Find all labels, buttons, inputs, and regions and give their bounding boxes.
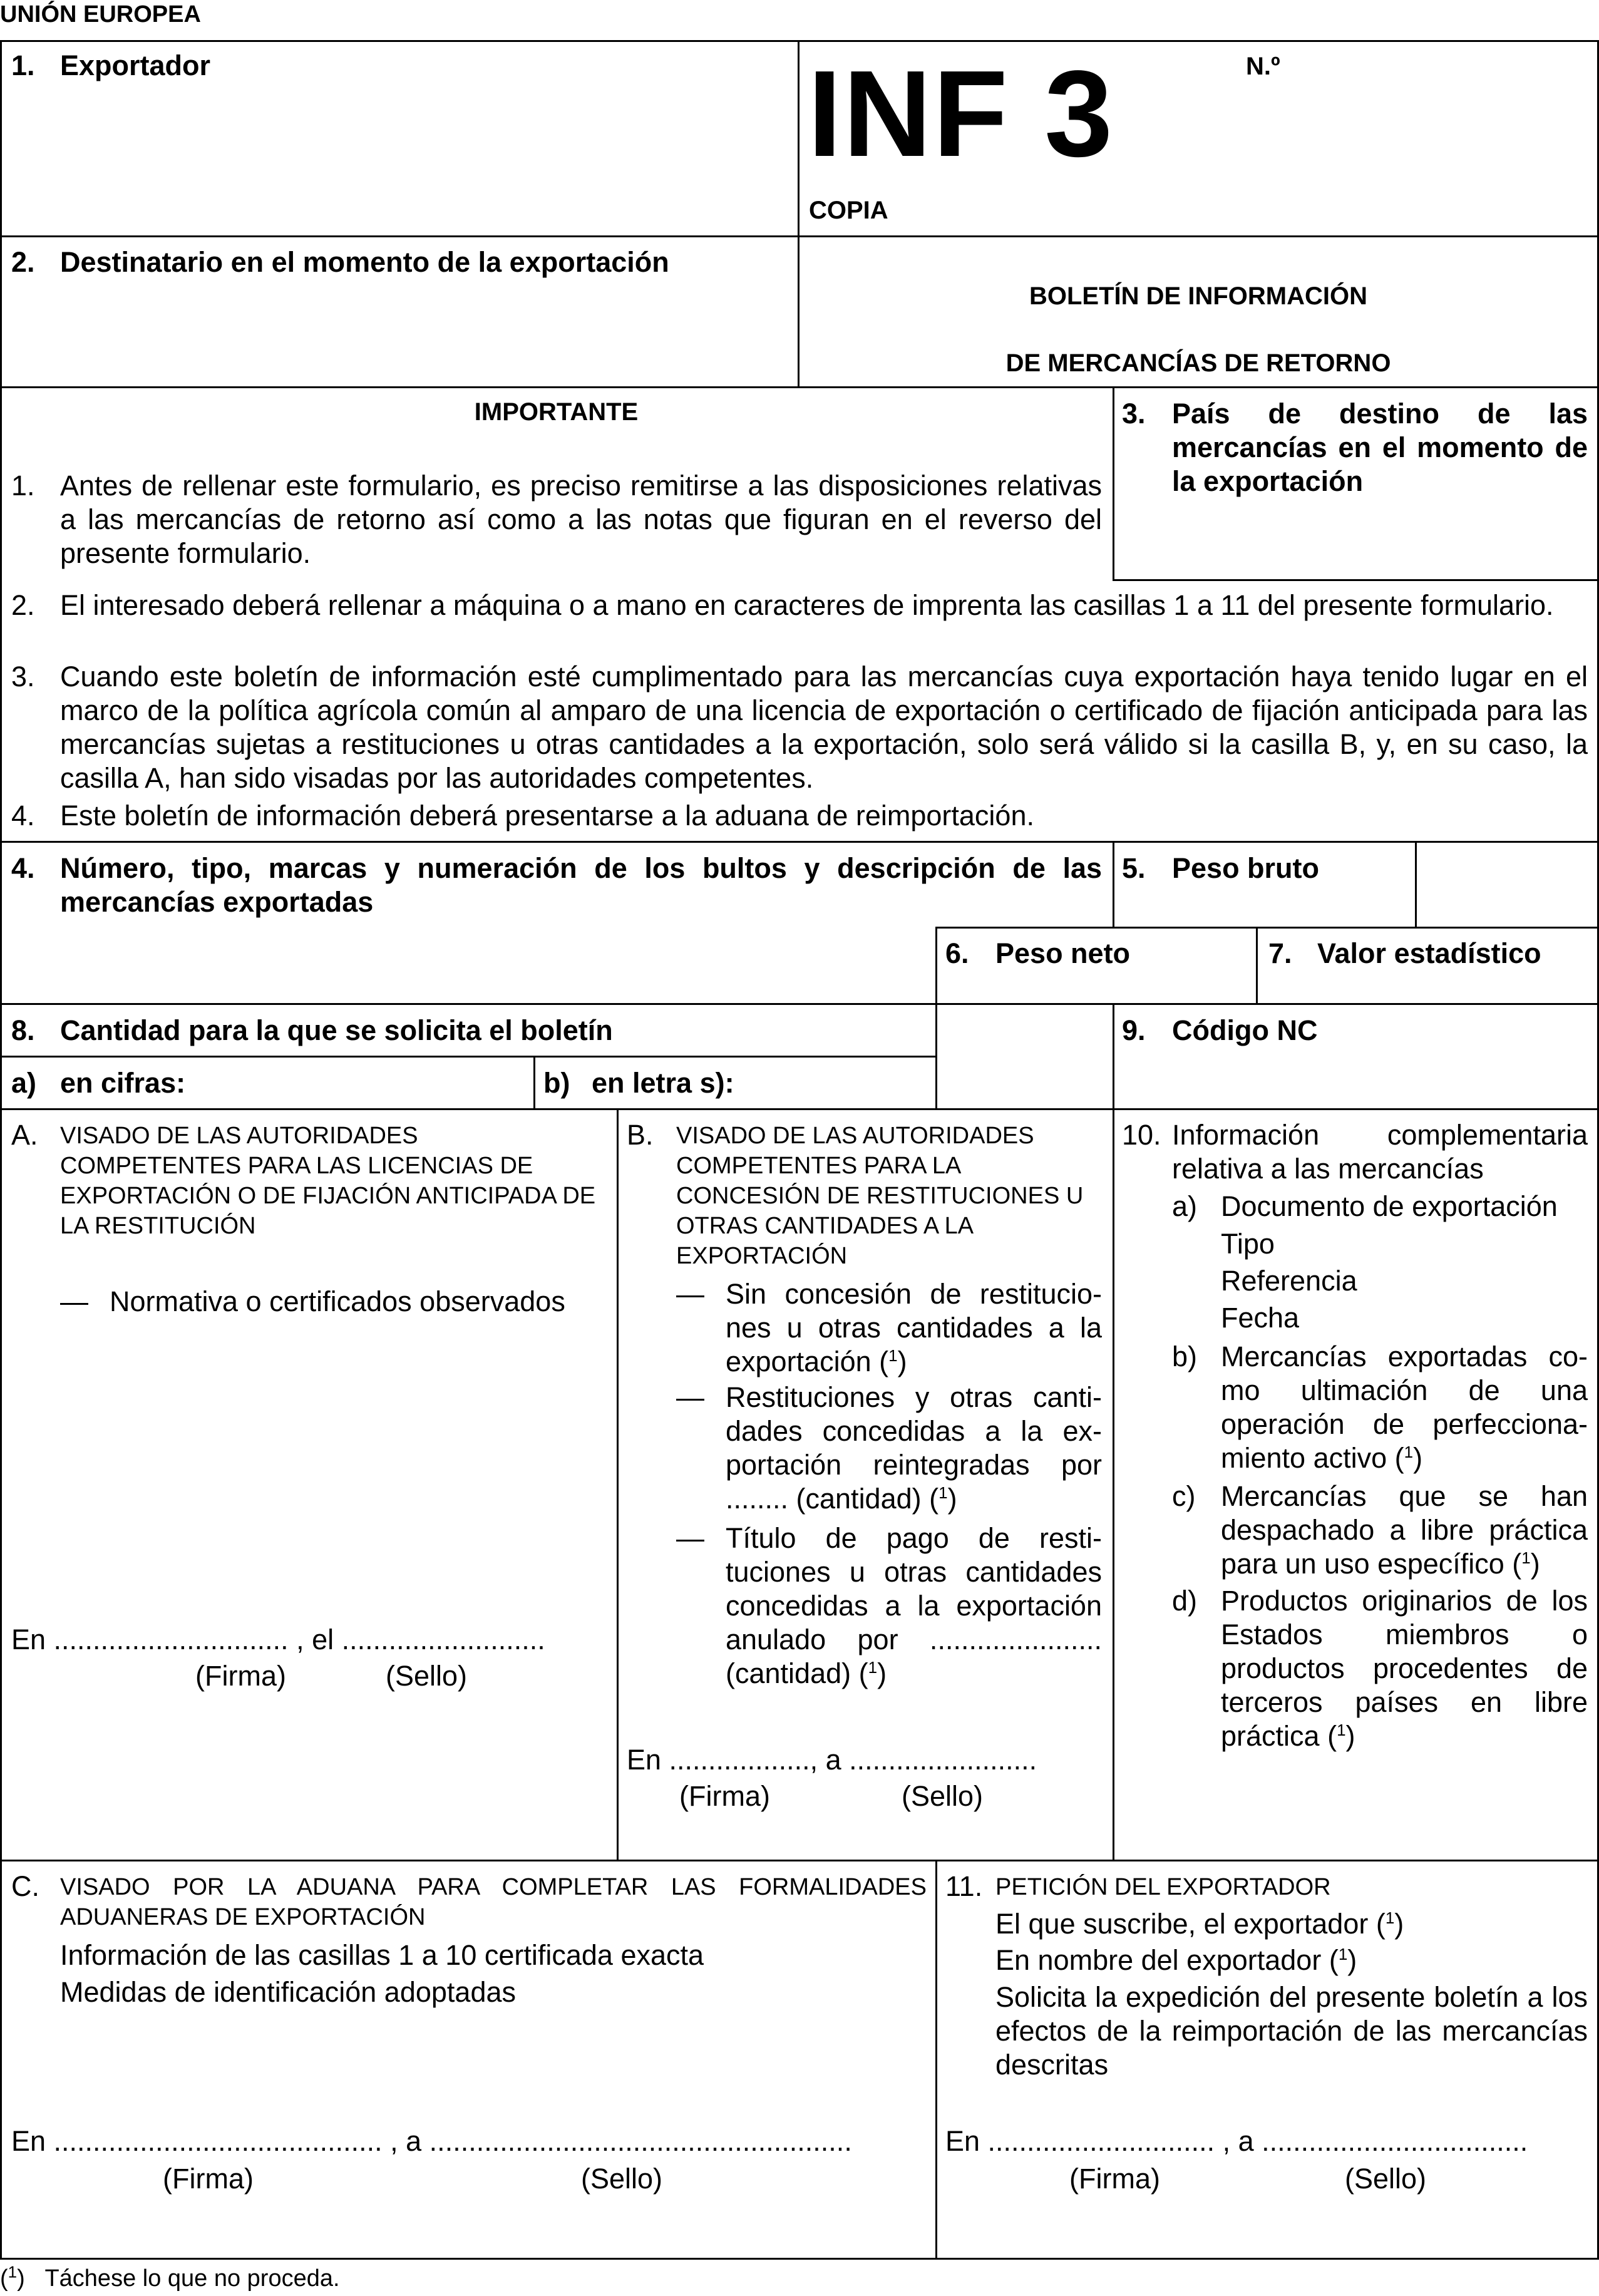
box11-line-2: En nombre del exportador ($^1$) bbox=[995, 1944, 1357, 1976]
box10-d-label: Productos originarios de los Estados miembros o productos procedentes de terceros países en libre práctica ($^1$) bbox=[1221, 1585, 1588, 1752]
box9-number: 9. bbox=[1122, 1014, 1146, 1046]
box10-b-number: b) bbox=[1172, 1341, 1198, 1372]
form-code: INF 3 bbox=[808, 45, 1114, 182]
footnote-mark: 1 bbox=[8, 2262, 18, 2282]
box7-left bbox=[1256, 927, 1258, 1004]
box3-label: País de destino de las mercancías en el momento de la exportación bbox=[1172, 398, 1588, 497]
note-4-text: Este boletín de información deberá presentarse a la aduana de reimportación. bbox=[60, 800, 1034, 831]
boxC-line-1: Información de las casillas 1 a 10 certificada exacta bbox=[60, 1939, 704, 1971]
boxA-right bbox=[617, 1108, 619, 1861]
boxB-dash-3: — bbox=[676, 1522, 704, 1554]
box4-label: Número, tipo, marcas y numeración de los bultos y descripción de las mercancías exportadas bbox=[60, 852, 1102, 918]
boxB-title: VISADO DE LAS AUTORIDADES COMPETENTES PARA LA CONCESIÓN DE RESTITUCIONES U OTRAS CANTIDADES A LA EXPORTACIÓN bbox=[676, 1123, 1084, 1269]
box11-line-3: Solicita la expedición del presente boletín a los efectos de la reimportación de las mercancías descritas bbox=[995, 1981, 1588, 2081]
note-4-number: 4. bbox=[11, 800, 35, 831]
rule-8ab bbox=[0, 1056, 935, 1058]
box6-number: 6. bbox=[945, 937, 969, 969]
bulletin-line1: BOLETÍN DE INFORMACIÓN bbox=[1029, 282, 1367, 310]
important-title: IMPORTANTE bbox=[474, 398, 639, 426]
rule-1 bbox=[0, 235, 1599, 237]
box10-a-fecha: Fecha bbox=[1221, 1302, 1300, 1334]
box11-seal: (Sello) bbox=[1345, 2163, 1427, 2195]
box8-label: Cantidad para la que se solicita el boletín bbox=[60, 1014, 613, 1046]
box11-signature: (Firma) bbox=[1069, 2163, 1160, 2195]
box10-number: 10. bbox=[1122, 1119, 1161, 1151]
boxA-dash: — bbox=[60, 1285, 88, 1317]
box5-left bbox=[1113, 841, 1114, 927]
boxB-letter: B. bbox=[627, 1119, 654, 1151]
box11-line-1: El que suscribe, el exportador ($^1$) bbox=[995, 1908, 1404, 1940]
box11-place-date: En ............................. , a .................................. bbox=[945, 2125, 1528, 2157]
box8-a-label: en cifras: bbox=[60, 1067, 186, 1099]
boxB-seal: (Sello) bbox=[902, 1780, 984, 1812]
note-1-text: Antes de rellenar este formulario, es preciso remitirse a las disposiciones relativas a las mercancías de retorno así como a las notas que figuran en el reverso del presente formulario. bbox=[60, 470, 1102, 569]
note-3-text: Cuando este boletín de información esté cumplimentado para las mercancías cuya exportación haya tenido lugar en el marco de la política agrícola común al amparo de una licencia de exportación o certificado de fijación anticipada para las mercancías sujetas a restituciones u otras cantidades a la exportación, solo será válido si la casilla B, y, en su caso, la casilla A, han sido visadas por las autoridades competentes. bbox=[60, 661, 1588, 794]
note-1-number: 1. bbox=[11, 470, 35, 502]
box5-label: Peso bruto bbox=[1172, 852, 1320, 884]
boxC-signature: (Firma) bbox=[163, 2163, 254, 2195]
boxA-signature: (Firma) bbox=[195, 1660, 286, 1692]
frame-left bbox=[0, 40, 2, 2260]
boxA-place-date: En .............................. , el .......................... bbox=[11, 1624, 545, 1655]
boxB-dash-2: — bbox=[676, 1381, 704, 1413]
box11-number: 11. bbox=[945, 1870, 983, 1902]
boxA-title: VISADO DE LAS AUTORIDADES COMPETENTES PARA LAS LICENCIAS DE EXPORTACIÓN O DE FIJACIÓN ANTICIPADA DE LA RESTITUCIÓN bbox=[60, 1123, 596, 1239]
boxB-signature: (Firma) bbox=[679, 1780, 770, 1812]
box10-title: Información complementaria relativa a las mercancías bbox=[1172, 1119, 1588, 1185]
box8-number: 8. bbox=[11, 1014, 35, 1046]
rule-6-7 bbox=[935, 927, 1599, 929]
number-label: N.º bbox=[1246, 53, 1280, 80]
copy-label: COPIA bbox=[809, 197, 888, 224]
rule-2 bbox=[0, 386, 1599, 388]
rule-4 bbox=[0, 1003, 1599, 1005]
boxB-item-1: Sin concesión de restitucio-nes u otras cantidades a la exportación ($^1$) bbox=[726, 1278, 1102, 1377]
boxA-item: Normativa o certificados observados bbox=[110, 1285, 565, 1317]
box10-a-referencia: Referencia bbox=[1221, 1265, 1357, 1297]
box10-a-tipo: Tipo bbox=[1221, 1228, 1275, 1260]
boxC-title: VISADO POR LA ADUANA PARA COMPLETAR LAS FORMALIDADES ADUANERAS DE EXPORTACIÓN bbox=[60, 1874, 927, 1930]
boxB-dash-1: — bbox=[676, 1278, 704, 1310]
box2-number: 2. bbox=[11, 246, 35, 278]
box3-number: 3. bbox=[1122, 398, 1146, 430]
rule-6 bbox=[0, 1860, 1599, 1861]
boxB-item-2: Restituciones y otras canti-dades concedidas a la ex-portación reintegradas por ........ (cantidad) ($^1$) bbox=[726, 1381, 1102, 1515]
boxC-letter: C. bbox=[11, 1870, 39, 1902]
box3-left bbox=[1113, 386, 1114, 581]
box3-bottom bbox=[1113, 579, 1599, 581]
box8-b-label: en letra s): bbox=[592, 1067, 734, 1099]
boxC-seal: (Sello) bbox=[581, 2163, 663, 2195]
box7-number: 7. bbox=[1268, 937, 1292, 969]
box10-b-label: Mercancías exportadas co-mo ultimación de una operación de perfecciona-miento activo ($^1$) bbox=[1221, 1341, 1588, 1474]
box8-ab-divider bbox=[533, 1056, 535, 1109]
box2-label: Destinatario en el momento de la exportación bbox=[60, 246, 669, 278]
union-header: UNIÓN EUROPEA bbox=[0, 1, 201, 28]
divider-header bbox=[798, 40, 799, 388]
box9-left bbox=[1113, 1003, 1114, 1861]
box6-left bbox=[935, 927, 937, 1109]
boxB-place-date: En .................., a ........................ bbox=[627, 1744, 1037, 1776]
frame-bottom bbox=[0, 2258, 1599, 2260]
box4-number: 4. bbox=[11, 852, 35, 884]
note-2-number: 2. bbox=[11, 589, 35, 621]
box8-b-number: b) bbox=[543, 1067, 570, 1099]
box10-a-number: a) bbox=[1172, 1190, 1198, 1222]
box5-right bbox=[1415, 841, 1417, 927]
boxB-item-3: Título de pago de resti-tuciones u otras cantidades concedidas a la exportación anulado por ...................... (cantidad) ($^1$) bbox=[726, 1522, 1102, 1689]
boxC-line-2: Medidas de identificación adoptadas bbox=[60, 1976, 516, 2008]
footnote: ($^1$) Táchese lo que no proceda. bbox=[0, 2262, 340, 2292]
frame-top bbox=[0, 40, 1599, 42]
boxA-letter: A. bbox=[11, 1119, 38, 1151]
box10-c-label: Mercancías que se han despachado a libre práctica para un uso específico ($^1$) bbox=[1221, 1480, 1588, 1580]
box10-a-label: Documento de exportación bbox=[1221, 1190, 1558, 1222]
box8-a-number: a) bbox=[11, 1067, 37, 1099]
box1-number: 1. bbox=[11, 49, 35, 81]
note-3-number: 3. bbox=[11, 661, 35, 692]
box10-d-number: d) bbox=[1172, 1585, 1198, 1617]
rule-3 bbox=[0, 841, 1599, 843]
box6-label: Peso neto bbox=[995, 937, 1131, 969]
box11-title: PETICIÓN DEL EXPORTADOR bbox=[995, 1874, 1331, 1900]
box7-label: Valor estadístico bbox=[1317, 937, 1541, 969]
footnote-text: Táchese lo que no proceda. bbox=[44, 2265, 340, 2292]
boxC-right bbox=[935, 1860, 937, 2259]
rule-5 bbox=[0, 1108, 1599, 1110]
boxA-seal: (Sello) bbox=[386, 1660, 468, 1692]
note-2-text: El interesado deberá rellenar a máquina o a mano en caracteres de imprenta las casillas 1 a 11 del presente formulario. bbox=[60, 589, 1554, 621]
bulletin-line2: DE MERCANCÍAS DE RETORNO bbox=[1005, 349, 1391, 377]
box10-c-number: c) bbox=[1172, 1480, 1196, 1512]
box5-number: 5. bbox=[1122, 852, 1146, 884]
boxC-place-date: En .......................................... , a ...................................................... bbox=[11, 2125, 852, 2157]
box9-label: Código NC bbox=[1172, 1014, 1318, 1046]
box1-label: Exportador bbox=[60, 49, 211, 81]
